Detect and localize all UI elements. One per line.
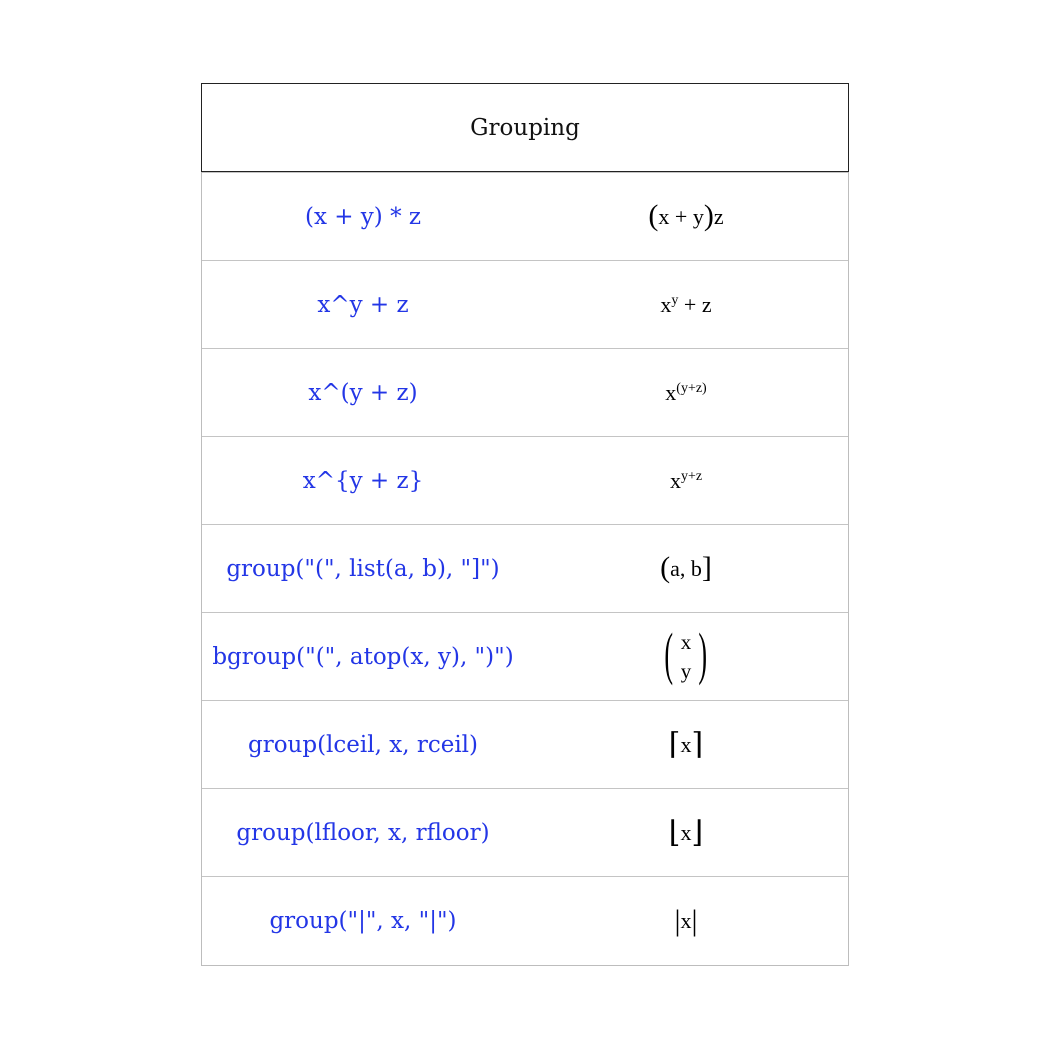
table-row xyxy=(202,172,848,260)
math-cell xyxy=(524,349,848,436)
code-cell: x^(y + z) xyxy=(308,379,418,406)
code-cell: (x + y) * z xyxy=(304,203,422,230)
close-bracket: ] xyxy=(701,550,712,584)
math-cell xyxy=(524,261,848,348)
code-cell: x^y + z xyxy=(317,291,409,318)
grouping-table xyxy=(201,83,849,966)
math-after: + z xyxy=(678,291,712,317)
table-row xyxy=(202,436,848,524)
right-bar: | xyxy=(691,903,698,937)
lfloor-symbol: ⌊ xyxy=(668,815,681,849)
math-cell xyxy=(524,437,848,524)
math-cell xyxy=(524,701,848,788)
table-row xyxy=(202,524,848,612)
math-after: z xyxy=(713,203,724,229)
math-superscript: y xyxy=(671,292,679,308)
math-inner: x xyxy=(680,819,692,845)
lceil-symbol: ⌈ xyxy=(668,727,681,761)
math-cell xyxy=(524,877,848,964)
rfloor-symbol: ⌋ xyxy=(691,815,704,849)
code-cell: group(lceil, x, rceil) xyxy=(247,731,479,758)
table-row xyxy=(202,612,848,700)
math-cell xyxy=(524,613,848,700)
code-cell: group("|", x, "|") xyxy=(269,907,457,934)
open-paren: ( xyxy=(664,620,674,686)
left-bar: | xyxy=(674,903,681,937)
code-cell: bgroup("(", atop(x, y), ")") xyxy=(212,643,514,670)
open-paren: ( xyxy=(660,550,671,584)
code-cell: group("(", list(a, b), "]") xyxy=(226,555,500,582)
atop-top: x xyxy=(680,630,692,655)
close-paren: ) xyxy=(698,620,708,686)
table-row xyxy=(202,876,848,964)
close-paren: ) xyxy=(703,198,714,232)
math-cell xyxy=(524,173,848,260)
table-row xyxy=(202,700,848,788)
rceil-symbol: ⌉ xyxy=(691,727,704,761)
math-inner: x + y xyxy=(658,203,704,229)
math-superscript: (y+z) xyxy=(676,380,707,396)
math-superscript: y+z xyxy=(680,468,703,484)
math-base: x xyxy=(660,291,672,317)
table-header xyxy=(201,83,849,172)
math-inner: a, b xyxy=(670,555,702,581)
code-cell: group(lfloor, x, rfloor) xyxy=(236,819,490,846)
math-base: x xyxy=(669,467,681,493)
math-base: x xyxy=(665,379,677,405)
table-row xyxy=(202,260,848,348)
code-cell: x^{y + z} xyxy=(302,467,424,494)
math-cell xyxy=(524,789,848,876)
table-row xyxy=(202,788,848,876)
table-title: Grouping xyxy=(470,114,580,141)
math-cell xyxy=(524,525,848,612)
math-inner: x xyxy=(680,907,692,933)
atop-bottom: y xyxy=(680,658,692,683)
open-paren: ( xyxy=(648,198,659,232)
table-row xyxy=(202,348,848,436)
atop-stack xyxy=(679,628,694,685)
math-inner: x xyxy=(680,731,692,757)
